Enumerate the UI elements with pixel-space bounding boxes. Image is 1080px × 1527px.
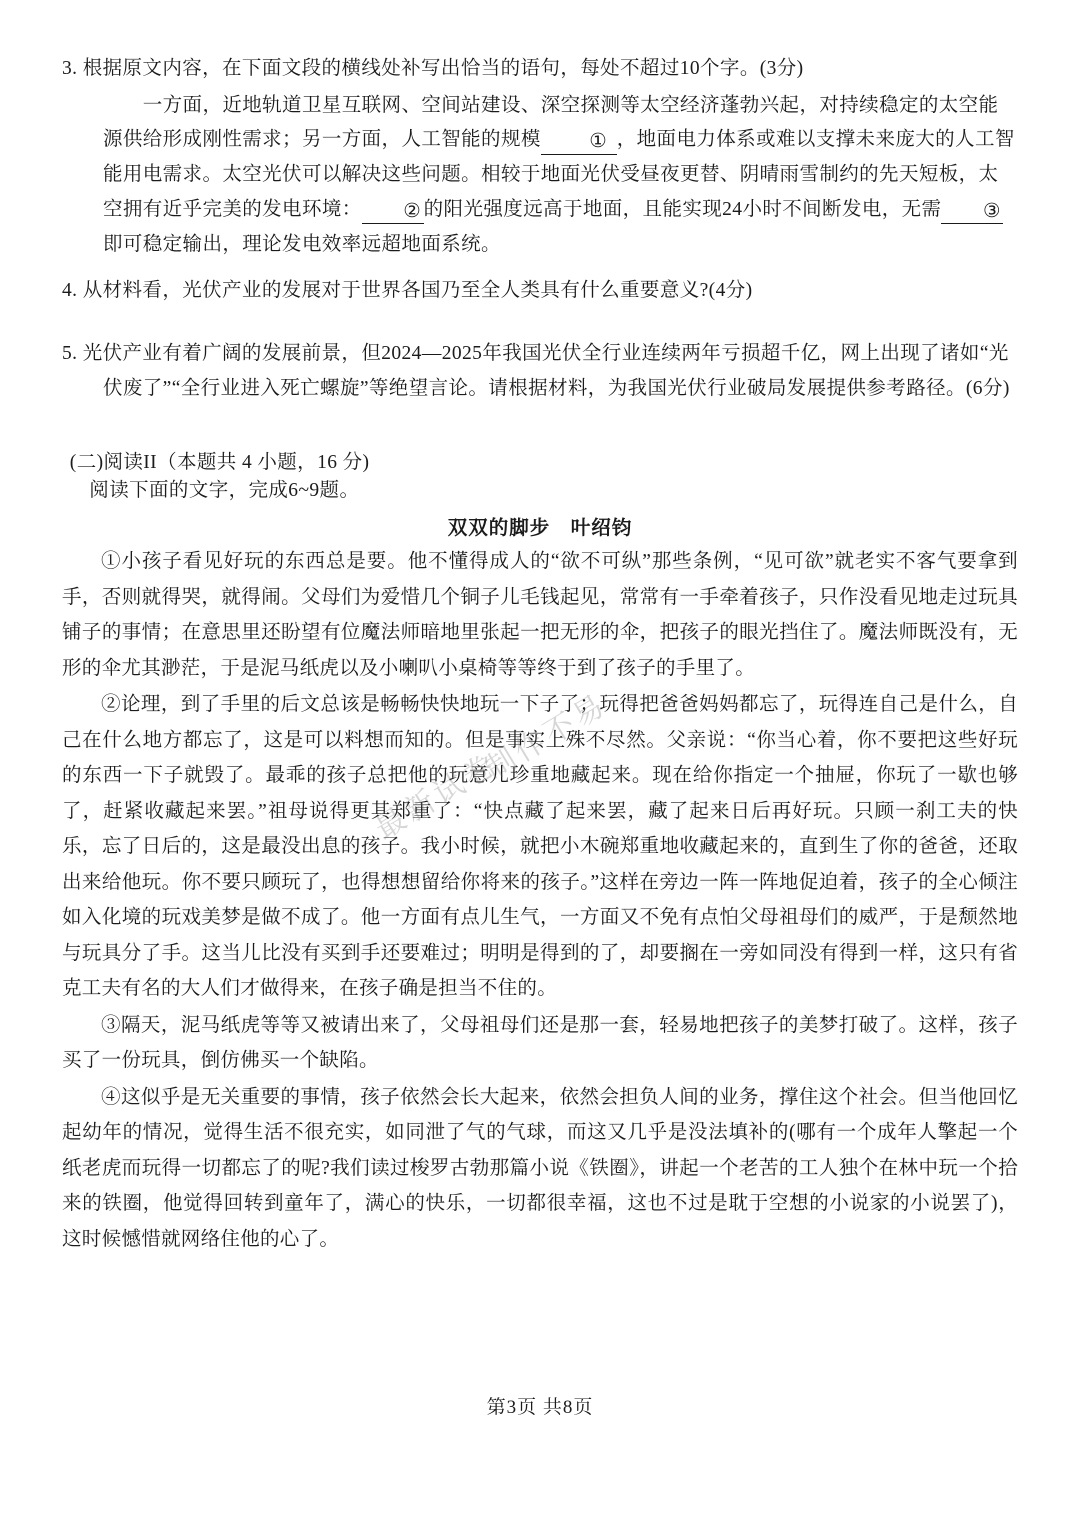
question-3-body-part4: 即可稳定输出，理论发电效率远超地面系统。 <box>102 233 501 255</box>
question-3-stem-text: 根据原文内容，在下面文段的横线处补写出恰当的语句，每处不超过10个字。(3分) <box>82 58 804 79</box>
section-subtitle: 阅读下面的文字，完成6~9题。 <box>89 480 360 502</box>
spacer <box>62 406 1018 446</box>
question-3-stem <box>62 52 1018 87</box>
article-paragraph-3: ③隔天，泥马纸虎等等又被请出来了，父母祖母们还是那一套，轻易地把孩子的美梦打破了。这样，孩子买了一份玩具，倒仿佛买一个缺陷。 <box>62 1014 1018 1072</box>
reading-section-2 <box>62 446 1018 1257</box>
article-paragraph-2: ②论理，到了手里的后文总该是畅畅快快地玩一下子了；玩得把爸爸妈妈都忘了，玩得连自己是什么，自己在什么地方都忘了，这是可以料想而知的。但是事实上殊不尽然。父亲说：“你当心着，你不要把这些好玩的东西一下子就毁了。最乖的孩子总把他的玩意儿珍重地藏起来。现在给你指定一个抽屉，你玩了一歇也够了，赶紧收藏起来罢。”祖母说得更其郑重了：“快点藏了起来罢，藏了起来日后再好玩。只顾一刹工夫的快乐，忘了日后的，这是最没出息的孩子。我小时候，就把小木碗郑重地收藏起来的，直到生了你的爸爸，还取出来给他玩。你不要只顾玩了，也得想想留给你将来的孩子。”这样在旁边一阵一阵地促迫着，孩子的全心倾注如入化境的玩戏美梦是做不成了。他一方面有点儿生气，一方面又不免有点怕父母祖母们的威严，于是颓然地与玩具分了手。这当儿比没有买到手还要难过；明明是得到的了，却要搁在一旁如同没有得到一样，这只有省克工夫有名的大人们才做得来，在孩子确是担当不住的。 <box>62 694 1018 1000</box>
article-paragraph-4: ④这似乎是无关重要的事情，孩子依然会长大起来，依然会担负人间的业务，撑住这个社会。但当他回忆起幼年的情况，觉得生活不很充实，如同泄了气的气球，而这又几乎是没法填补的(哪有一个成年人擎起一个纸老虎而玩得一切都忘了的呢?我们读过梭罗古勃那篇小说《铁圈》，讲起一个老苦的工人独个在林中玩一个拾来的铁圈，他觉得回转到童年了，满心的快乐，一切都很幸福，这也不过是耽于空想的小说家的小说罢了)，这时候憾惜就网络住他的心了。 <box>62 1086 1018 1250</box>
question-4-stem-text: 从材料看，光伏产业的发展对于世界各国乃至全人类具有什么重要意义?(4分) <box>82 280 753 302</box>
watermark-line-2: 制作不易 <box>479 687 614 787</box>
question-4 <box>62 274 1018 309</box>
question-3-body <box>62 89 1018 263</box>
question-5-stem-text: 光伏产业有着广阔的发展前景，但2024—2025年我国光伏全行业连续两年亏损超千亿，网上出现了诸如“光伏废了”“全行业进入死亡螺旋”等绝望言论。请根据材料，为我国光伏行业破局发展提供参考路径。(6分) <box>82 342 1010 399</box>
question-5 <box>62 337 1018 406</box>
question-3-number: 3. <box>62 58 78 79</box>
section-title: (二)阅读II（本题共 4 小题，16 分) <box>69 452 370 474</box>
question-5-number: 5. <box>62 342 78 364</box>
spacer <box>62 311 1018 337</box>
article-title: 双双的脚步 叶绍钧 <box>447 518 633 540</box>
article-paragraph-1: ①小孩子看见好玩的东西总是要。他不懂得成人的“欲不可纵”那些条例，“见可欲”就老实不客气要拿到手，否则就得哭，就得闹。父母们为爱惜几个铜子儿毛钱起见，常常有一手牵着孩子，只作没看见地走过玩具铺子的事情；在意思里还盼望有位魔法师暗地里张起一把无形的伞，把孩子的眼光挡住了。魔法师既没有，无形的伞尤其渺茫，于是泥马纸虎以及小喇叭小桌椅等等终于到了孩子的手里了。 <box>62 551 1018 679</box>
blank-1[interactable]: ① <box>541 130 617 154</box>
watermark-line-1: 最新试卷 <box>369 747 504 847</box>
question-3-body-part2: ，地面电力体系或难以支撑未来庞大的人工智能用电需求。太空光伏可以解决这些问题。相较于地面光伏受昼夜更替、阴晴雨雪制约的先天短板，太空拥有近乎完美的发电环境： <box>102 129 1015 220</box>
blank-2[interactable]: ② <box>362 200 424 224</box>
page-footer: 第3页 共8页 <box>486 1397 594 1418</box>
question-3-body-part3: 的阳光强度远高于地面，且能实现24小时不间断发电，无需 <box>423 198 942 220</box>
question-3 <box>62 52 1018 262</box>
question-3-body-part1: 一方面，近地轨道卫星互联网、空间站建设、深空探测等太空经济蓬勃兴起，对持续稳定的太空能源供给形成刚性需求；另一方面，人工智能的规模 <box>102 94 999 151</box>
blank-3[interactable]: ③ <box>941 200 1003 224</box>
spacer <box>62 262 1018 274</box>
question-4-number: 4. <box>62 280 78 302</box>
